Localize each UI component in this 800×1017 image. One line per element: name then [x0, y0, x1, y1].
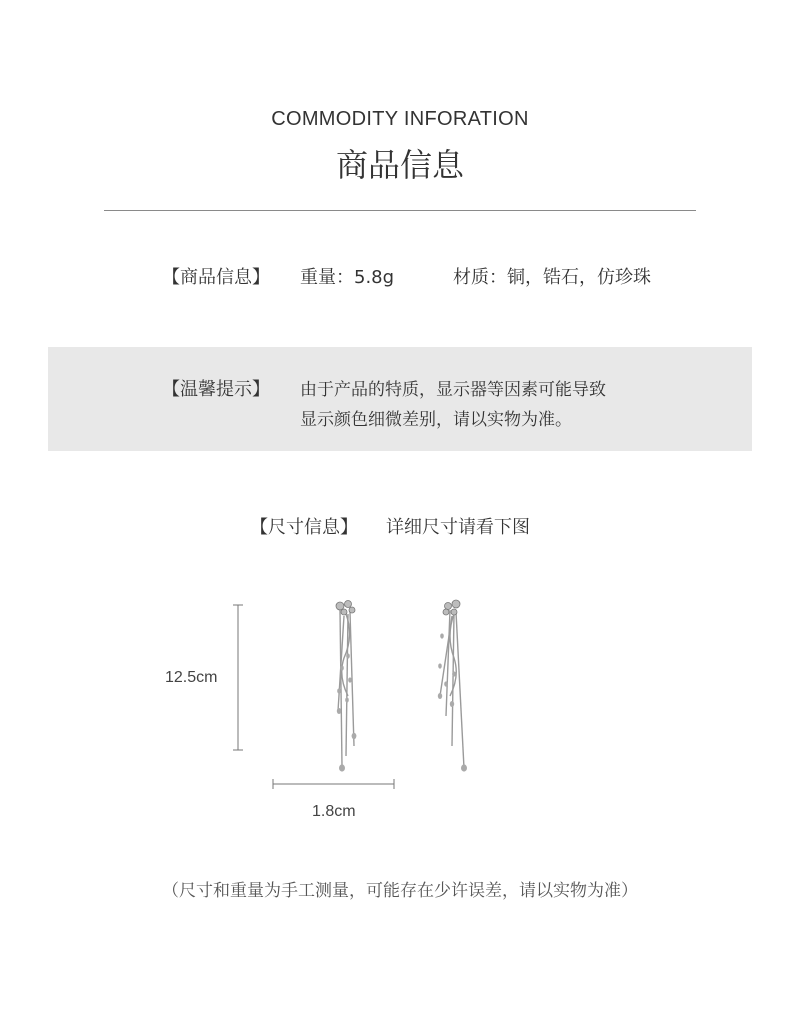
width-dimension-line	[270, 776, 398, 792]
size-info-label: 【尺寸信息】	[250, 517, 358, 538]
earring-right-image	[428, 596, 478, 778]
material-value: 材质：铜，锆石，仿珍珠	[453, 267, 651, 288]
page-title-en: COMMODITY INFORATION	[271, 108, 529, 130]
header-divider	[104, 210, 696, 211]
product-info-label: 【商品信息】	[162, 267, 270, 288]
footer-note: （尺寸和重量为手工测量，可能存在少许误差，请以实物为准）	[162, 881, 638, 901]
tips-line-2: 显示颜色细微差别，请以实物为准。	[300, 410, 572, 430]
tips-text	[300, 375, 606, 435]
earring-left-image	[320, 596, 370, 778]
width-dimension-label: 1.8cm	[312, 803, 356, 820]
tips-line-1: 由于产品的特质，显示器等因素可能导致	[300, 380, 606, 400]
weight-value: 重量：5.8g	[300, 267, 395, 288]
height-dimension-line	[228, 600, 248, 755]
tips-label: 【温馨提示】	[162, 379, 270, 400]
page-title: 商品信息	[335, 146, 464, 184]
size-info-text: 详细尺寸请看下图	[386, 517, 530, 538]
height-dimension-label: 12.5cm	[165, 669, 218, 686]
